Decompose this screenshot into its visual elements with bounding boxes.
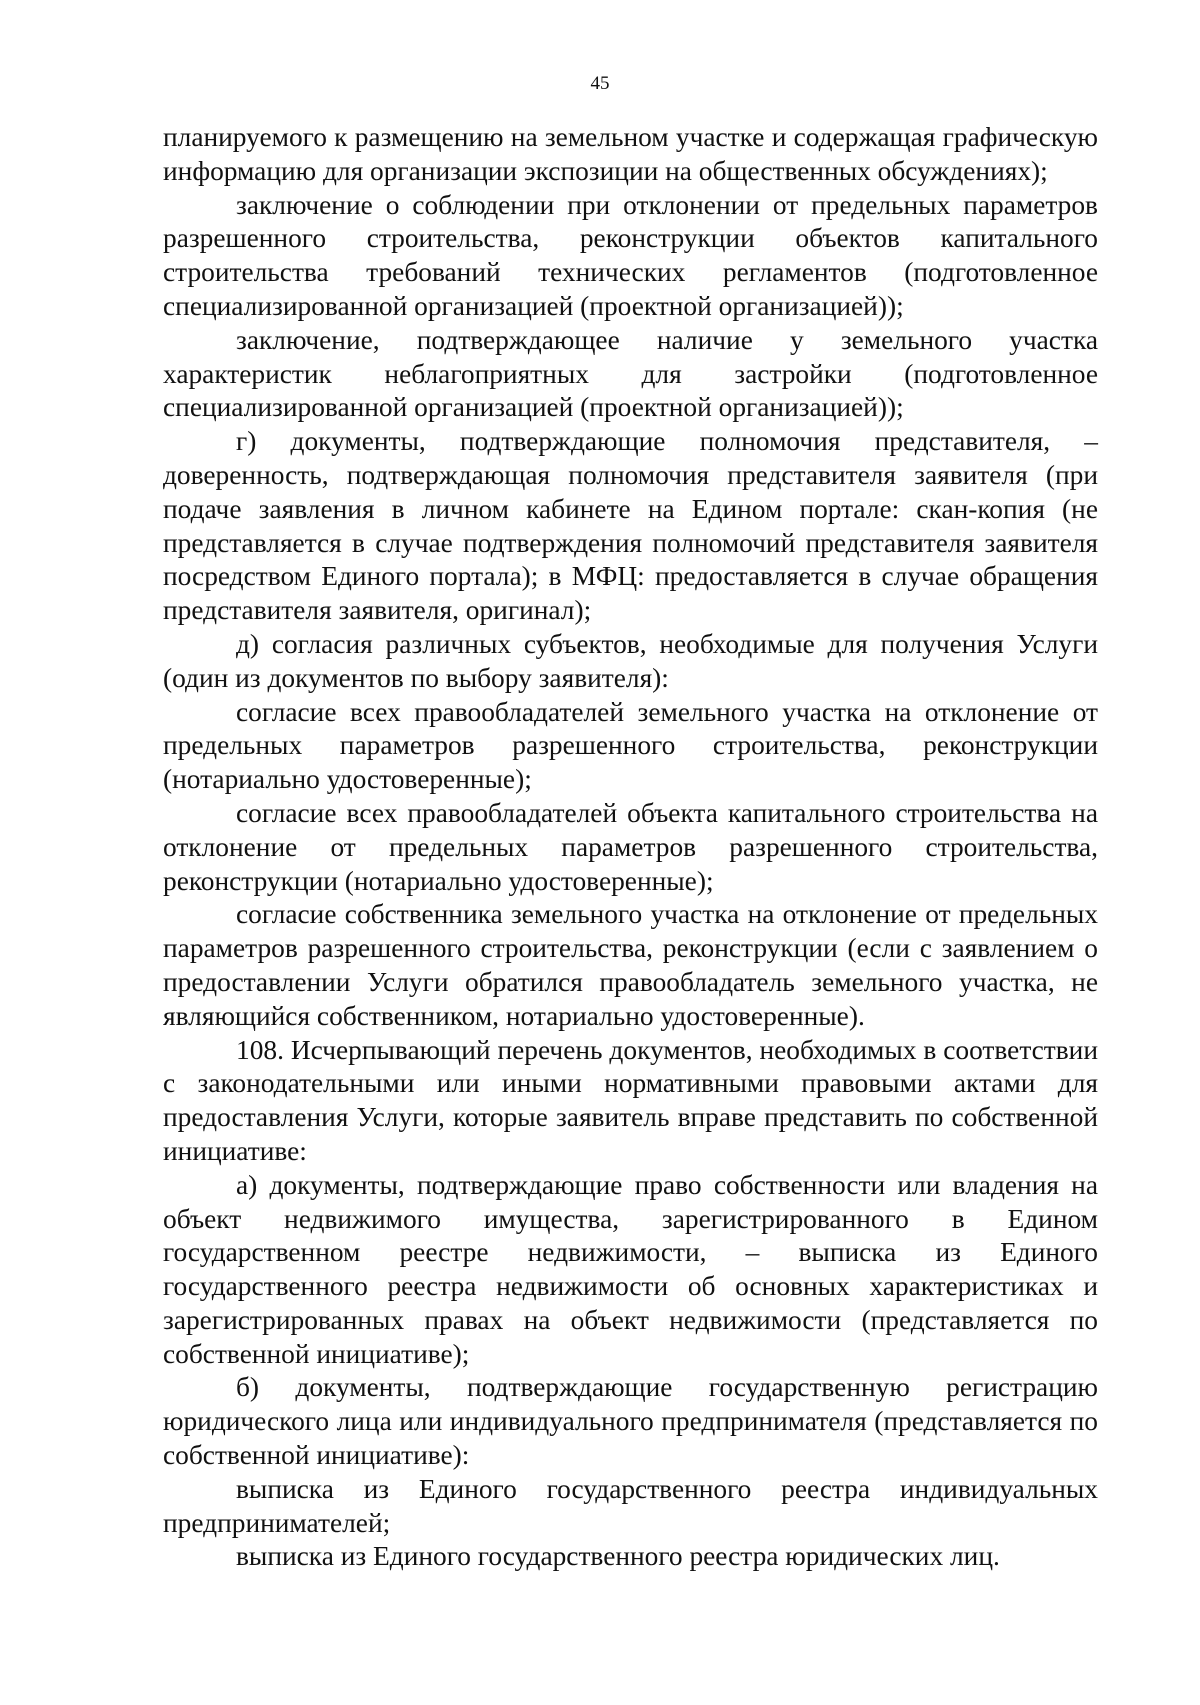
- paragraph-item-b-registration: б) документы, подтверждающие государственную регистрацию юридического лица или индивидуального предпринимателя (представляется по собственной инициативе):: [163, 1372, 1098, 1471]
- paragraph-item-d-consents: д) согласия различных субъектов, необходимые для получения Услуги (один из документов по выбору заявителя):: [163, 628, 1098, 693]
- page-number: 45: [590, 73, 610, 94]
- paragraph-consent-land-owners: согласие всех правообладателей земельного участка на отклонение от предельных параметров разрешенного строительства, реконструкции (нотариально удостоверенные);: [163, 696, 1098, 795]
- paragraph-108-list: 108. Исчерпывающий перечень документов, необходимых в соответствии с законодательными или иными нормативными правовыми актами для предоставления Услуги, которые заявитель вправе представить по собственной инициативе:: [163, 1034, 1098, 1166]
- paragraph-conclusion-characteristics: заключение, подтверждающее наличие у земельного участка характеристик неблагоприятных для застройки (подготовленное специализированной организацией (проектной организацией));: [163, 324, 1098, 423]
- paragraph-consent-land-owner: согласие собственника земельного участка на отклонение от предельных параметров разрешенного строительства, реконструкции (если с заявлением о предоставлении Услуги обратился правообладатель земельного участка, не являющийся собственником, нотариально удостоверенные).: [163, 899, 1098, 1031]
- paragraph-extract-legal-entities: выписка из Единого государственного реестра юридических лиц.: [236, 1541, 1000, 1572]
- paragraph-consent-object-owners: согласие всех правообладателей объекта капитального строительства на отклонение от предельных параметров разрешенного строительства, реконструкции (нотариально удостоверенные);: [163, 797, 1098, 896]
- paragraph-conclusion-compliance: заключение о соблюдении при отклонении от предельных параметров разрешенного строительства, реконструкции объектов капитального строительства требований технических регламентов (подготовленное специализированной организацией (проектной организацией));: [163, 189, 1098, 321]
- paragraph-item-a-ownership: а) документы, подтверждающие право собственности или владения на объект недвижимого имущества, зарегистрированного в Едином государственном реестре недвижимости, – выписка из Единого государственного реестра недвижимости об основных характеристиках и зарегистрированных правах на объект недвижимости (представляется по собственной инициативе);: [163, 1169, 1098, 1369]
- paragraph-item-g-authority: г) документы, подтверждающие полномочия представителя, – доверенность, подтверждающая полномочия представителя заявителя (при подаче заявления в личном кабинете на Едином портале: скан-копия (не представляется в случае подтверждения полномочий представителя заявителя посредством Единого портала); в МФЦ: предоставляется в случае обращения представителя заявителя, оригинал);: [163, 426, 1098, 626]
- paragraph-continuation: планируемого к размещению на земельном участке и содержащая графическую информацию для организации экспозиции на общественных обсуждениях);: [163, 122, 1098, 186]
- paragraph-extract-entrepreneurs: выписка из Единого государственного реестра индивидуальных предпринимателей;: [163, 1473, 1098, 1538]
- document-body: [163, 121, 1098, 1574]
